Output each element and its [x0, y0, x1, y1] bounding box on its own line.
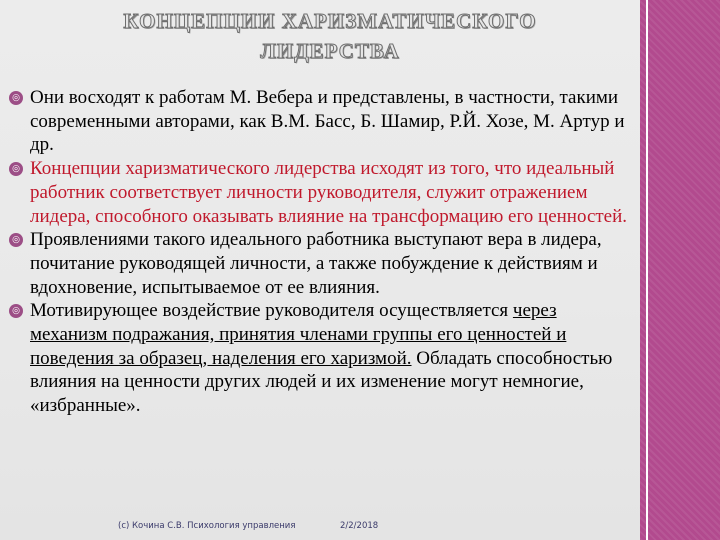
footer-credit: (с) Кочина С.В. Психология управления — [118, 521, 296, 531]
bullet-item-manifestations — [9, 228, 629, 299]
side-band-stripe — [646, 0, 648, 540]
decorative-side-band — [640, 0, 720, 540]
bullet-item-weber — [9, 86, 629, 157]
bullet-text-end: Обладать способностью влияния на ценности других людей и их изменение могут немногие, «избранные». — [30, 347, 613, 417]
bullet-text-underlined: через механизм подражания, принятия членами группы его ценностей и поведения за образец, наделения его харизмой. — [30, 300, 567, 369]
bullet-list — [9, 86, 629, 418]
target-bullet-icon: ◎ — [9, 304, 23, 318]
bullet-text: Они восходят к работам М. Вебера и представлены, в частности, такими современными авторами, как В.М. Басс, Б. Шамир, Р.Й. Хозе, М. Артур и др. — [30, 87, 625, 156]
title-line-1: КОНЦЕПЦИИ ХАРИЗМАТИЧЕСКОГО — [123, 9, 537, 33]
bullet-item-motivation — [9, 299, 629, 418]
target-bullet-icon: ◎ — [9, 233, 23, 247]
bullet-text: Концепции харизматического лидерства исходят из того, что идеальный работник соответствует личности руководителя, служит отражением лидера, способного оказывать влияние на трансформацию его ценностей. — [30, 158, 628, 227]
slide-title — [60, 6, 600, 66]
bullet-text: Проявлениями такого идеального работника выступают вера в лидера, почитание руководящей личности, а также побуждение к действиям и вдохновение, испытываемое от ее влияния. — [30, 229, 602, 298]
target-bullet-icon: ◎ — [9, 91, 23, 105]
footer-date: 2/2/2018 — [340, 521, 379, 531]
bullet-text-start: Мотивирующее воздействие руководителя осуществляется — [30, 300, 513, 322]
target-bullet-icon: ◎ — [9, 162, 23, 176]
bullet-item-concept — [9, 157, 629, 228]
title-line-2: ЛИДЕРСТВА — [260, 39, 400, 63]
